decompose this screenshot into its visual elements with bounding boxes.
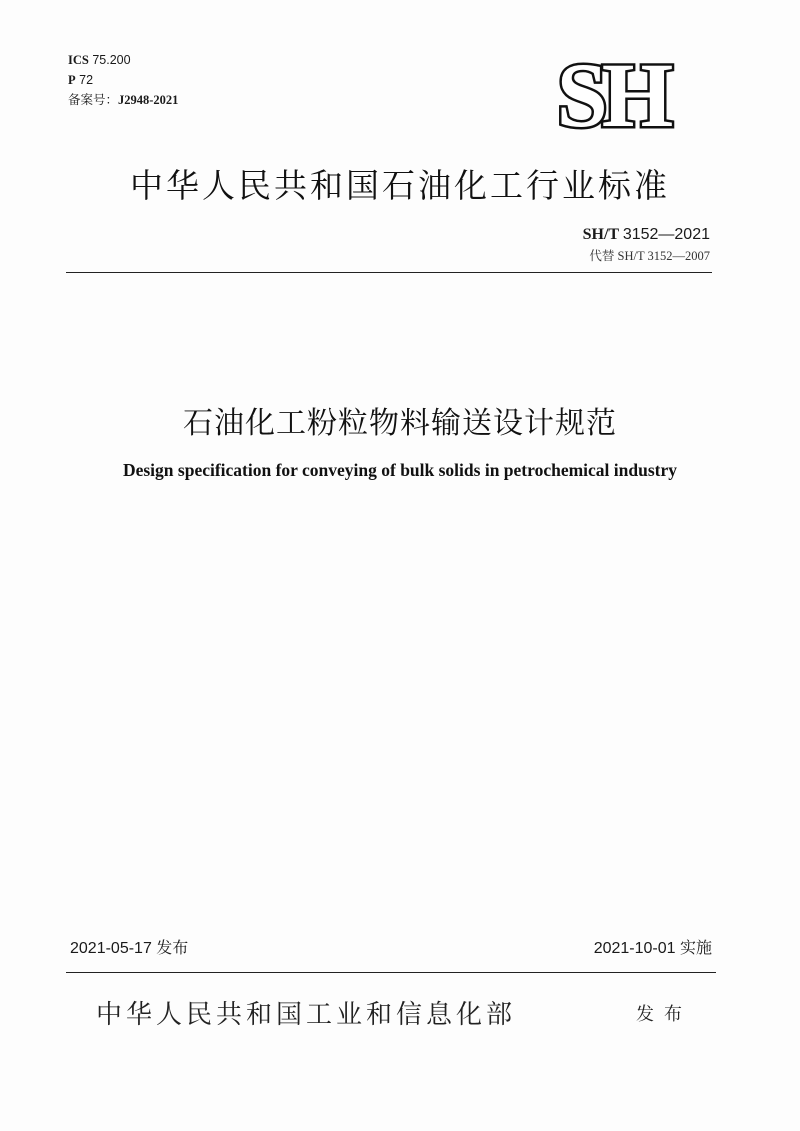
implementation-date: 2021-10-01 实施 — [593, 940, 712, 957]
document-title-chinese: 石油化工粉粒物料输送设计规范 — [183, 406, 617, 441]
classification-block — [68, 50, 178, 110]
publish-label: 发布 — [636, 1004, 692, 1025]
record-value: J2948-2021 — [118, 93, 179, 107]
ics-label: ICS — [68, 53, 89, 67]
document-title-english: Design specification for conveying of bulk solids in petrochemical industry — [122, 460, 678, 480]
standard-code: SH/T — [582, 226, 619, 243]
record-label: 备案号： — [68, 93, 119, 107]
standard-number — [583, 226, 710, 244]
ics-line — [68, 50, 178, 70]
sh-logo-text: SH — [556, 56, 668, 134]
ccs-value: 72 — [79, 73, 94, 87]
ccs-label: P — [68, 73, 76, 87]
ics-value: 75.200 — [92, 53, 131, 67]
standard-category-title: 中华人民共和国石油化工行业标准 — [130, 166, 670, 205]
standard-number-value: 3152—2021 — [622, 226, 710, 243]
replaces-standard: 代替 SH/T 3152—2007 — [589, 249, 710, 263]
ccs-line — [68, 70, 178, 90]
header-divider — [66, 272, 712, 273]
record-line — [68, 90, 178, 110]
footer-divider — [66, 972, 716, 973]
issue-date: 2021-05-17 发布 — [70, 940, 189, 957]
sh-logo — [528, 56, 696, 134]
publisher-name: 中华人民共和国工业和信息化部 — [96, 1000, 517, 1030]
